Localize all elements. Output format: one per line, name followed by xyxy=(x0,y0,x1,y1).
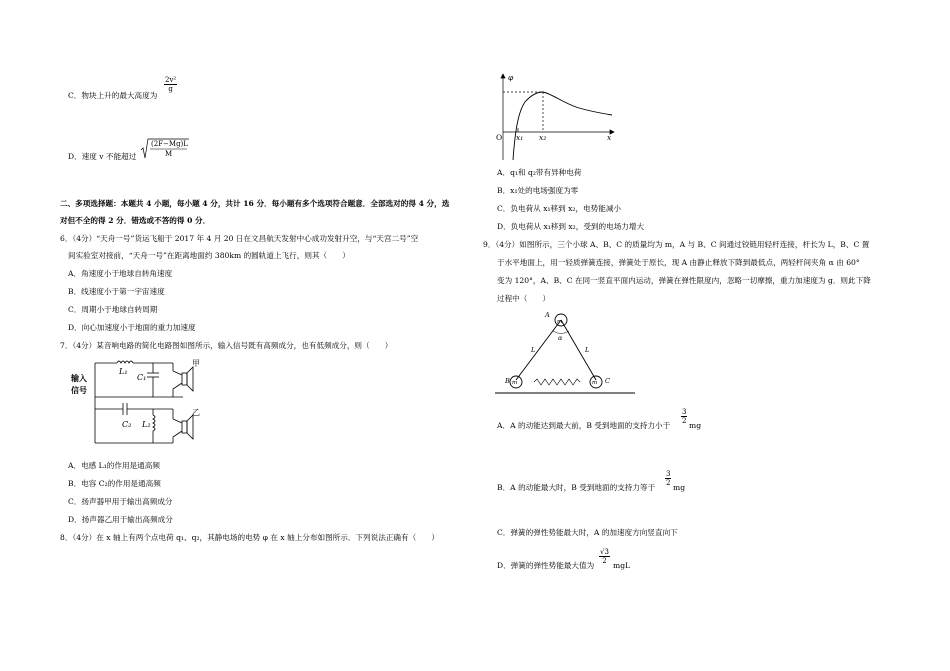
q5-option-c-fraction xyxy=(164,76,177,93)
circuit-input-label-1: 输入 xyxy=(71,373,87,383)
fraction-denominator: g xyxy=(168,85,173,93)
graph-label-phi: φ xyxy=(508,73,514,82)
circuit-label-c2: C₂ xyxy=(122,420,132,429)
graph-label-x: x xyxy=(607,133,612,142)
diagram-rod-left: L xyxy=(531,346,536,354)
diagram-rod-right: L xyxy=(585,346,590,354)
q9-option-b-text: B．A 的动能最大时，B 受到地面的支持力等于 xyxy=(497,483,656,492)
diagram-label-a: A xyxy=(545,311,550,319)
fraction-numerator: 2v² xyxy=(165,76,177,84)
q5-option-d xyxy=(68,152,136,162)
q9-stem-line4: 过程中（ ） xyxy=(497,294,551,303)
q9-option-a-tail: mg xyxy=(689,421,702,430)
q7-option-a: A．电感 L₁的作用是通高频 xyxy=(68,461,160,470)
fraction-numerator: √3 xyxy=(600,548,609,556)
fraction-denominator: 2 xyxy=(666,479,671,487)
q9-option-b-fraction xyxy=(665,470,671,487)
q9-stem-line3: 变为 120°，A、B、C 在同一竖直平面内运动，弹簧在弹性限度内，忽略一切摩擦，重力加速度为 g．则此下降 xyxy=(497,276,871,285)
q9-option-d xyxy=(497,561,594,571)
q9-option-c: C．弹簧的弹性势能最大时，A 的加速度方向竖直向下 xyxy=(497,528,678,537)
fraction-numerator: 3 xyxy=(682,408,687,416)
q8-stem: 8．（4分）在 x 轴上有两个点电荷 q₁、q₂，其静电场的电势 φ 在 x 轴上分布如图所示．下列说法正确有（ ） xyxy=(60,533,439,542)
q9-option-d-text: D．弹簧的弹性势能最大值为 xyxy=(497,561,595,570)
q7-option-c: C．扬声器甲用于输出高频成分 xyxy=(68,497,173,506)
speaker-label-a: 甲 xyxy=(192,359,200,368)
q8-potential-graph xyxy=(490,72,620,162)
diagram-mass-c: m xyxy=(592,380,598,386)
q9-triangle-diagram xyxy=(495,310,635,396)
q6-option-a: A．角速度小于地球自转角速度 xyxy=(68,269,173,278)
q7-stem: 7．（4分）某音响电路的简化电路图如图所示，输入信号既有高频成分，也有低频成分，则（ ） xyxy=(60,341,393,350)
q8-option-d: D．负电荷从 x₁移到 x₂，受到的电场力增大 xyxy=(497,222,645,231)
q9-option-b xyxy=(497,483,655,493)
q8-option-a: A．q₁和 q₂带有异种电荷 xyxy=(497,168,582,177)
fraction-denominator: 2 xyxy=(602,557,607,565)
q9-option-a-fraction xyxy=(681,408,687,425)
q8-option-c: C．负电荷从 x₁移到 x₂，电势能减小 xyxy=(497,204,622,213)
q9-option-a xyxy=(497,421,670,431)
q9-stem-line1: 9．（4分）如图所示，三个小球 A、B、C 的质量均为 m，A 与 B、C 间通过铰链用轻杆连接，杆长为 L，B、C 置 xyxy=(483,240,870,249)
circuit-label-l1: L₁ xyxy=(119,367,128,376)
graph-label-x2: x₂ xyxy=(539,133,547,142)
q9-stem-line2: 于水平地面上，用一轻质弹簧连接，弹簧处于原长，现 A 由静止释放下降到最低点，两轻杆间夹角 α 由 60° xyxy=(497,258,860,267)
fraction-numerator: 3 xyxy=(666,470,671,478)
sqrt-denominator: M xyxy=(165,150,173,158)
q9-option-b-tail: mg xyxy=(673,483,686,492)
fraction-denominator: 2 xyxy=(682,417,687,425)
diagram-mass-b: m xyxy=(512,380,518,386)
section2-heading-line1: 二、多项选择题：本题共 4 小题，每小题 4 分，共计 16 分．每小题有多个选项符合题意．全部选对的得 4 分，选 xyxy=(60,199,450,208)
circuit-label-l2: L₂ xyxy=(142,420,151,429)
q6-option-c: C．周期小于地球自转周期 xyxy=(68,305,158,314)
q6-option-d: D．向心加速度小于地面的重力加速度 xyxy=(68,323,196,332)
q5-option-d-text: D．速度 v 不能超过 xyxy=(68,152,137,161)
q9-option-d-tail: mgL xyxy=(613,561,631,570)
q9-option-d-fraction xyxy=(599,548,610,565)
q6-option-b: B．线速度小于第一宇宙速度 xyxy=(68,287,165,296)
diagram-label-b: B xyxy=(505,377,510,385)
diagram-label-c: C xyxy=(605,377,610,385)
circuit-input-label-2: 信号 xyxy=(71,385,87,395)
speaker-label-b: 乙 xyxy=(192,408,200,417)
graph-label-x1: x₁ xyxy=(516,133,524,142)
sqrt-numerator: (2F−Mg)L xyxy=(151,140,188,148)
section2-heading-line2: 对但不全的得 2 分．错选或不答的得 0 分． xyxy=(60,216,211,225)
q8-option-b: B．x₁处的电场强度为零 xyxy=(497,186,579,195)
diagram-mass-a: m xyxy=(557,319,563,325)
q7-option-b: B．电容 C₂的作用是通高频 xyxy=(68,479,161,488)
circuit-label-c1: C₁ xyxy=(137,373,147,382)
q5-option-c-text: C．物块上升的最大高度为 xyxy=(68,91,158,100)
diagram-angle-alpha: α xyxy=(558,334,563,342)
q9-option-a-text: A．A 的动能达到最大前，B 受到地面的支持力小于 xyxy=(497,421,671,430)
q7-option-d: D．扬声器乙用于输出高频成分 xyxy=(68,515,173,524)
q6-stem-line1: 6．（4分）“天舟一号”货运飞船于 2017 年 4 月 20 日在文昌航天发射中心成功发射升空，与“天宫二号”空 xyxy=(60,234,419,243)
q5-option-c xyxy=(68,91,157,101)
graph-label-origin: O xyxy=(496,133,503,142)
q6-stem-line2: 间实验室对接前，“天舟一号”在距离地面约 380km 的圆轨道上飞行，则其（ ） xyxy=(68,251,350,260)
q7-circuit-diagram xyxy=(68,357,208,447)
